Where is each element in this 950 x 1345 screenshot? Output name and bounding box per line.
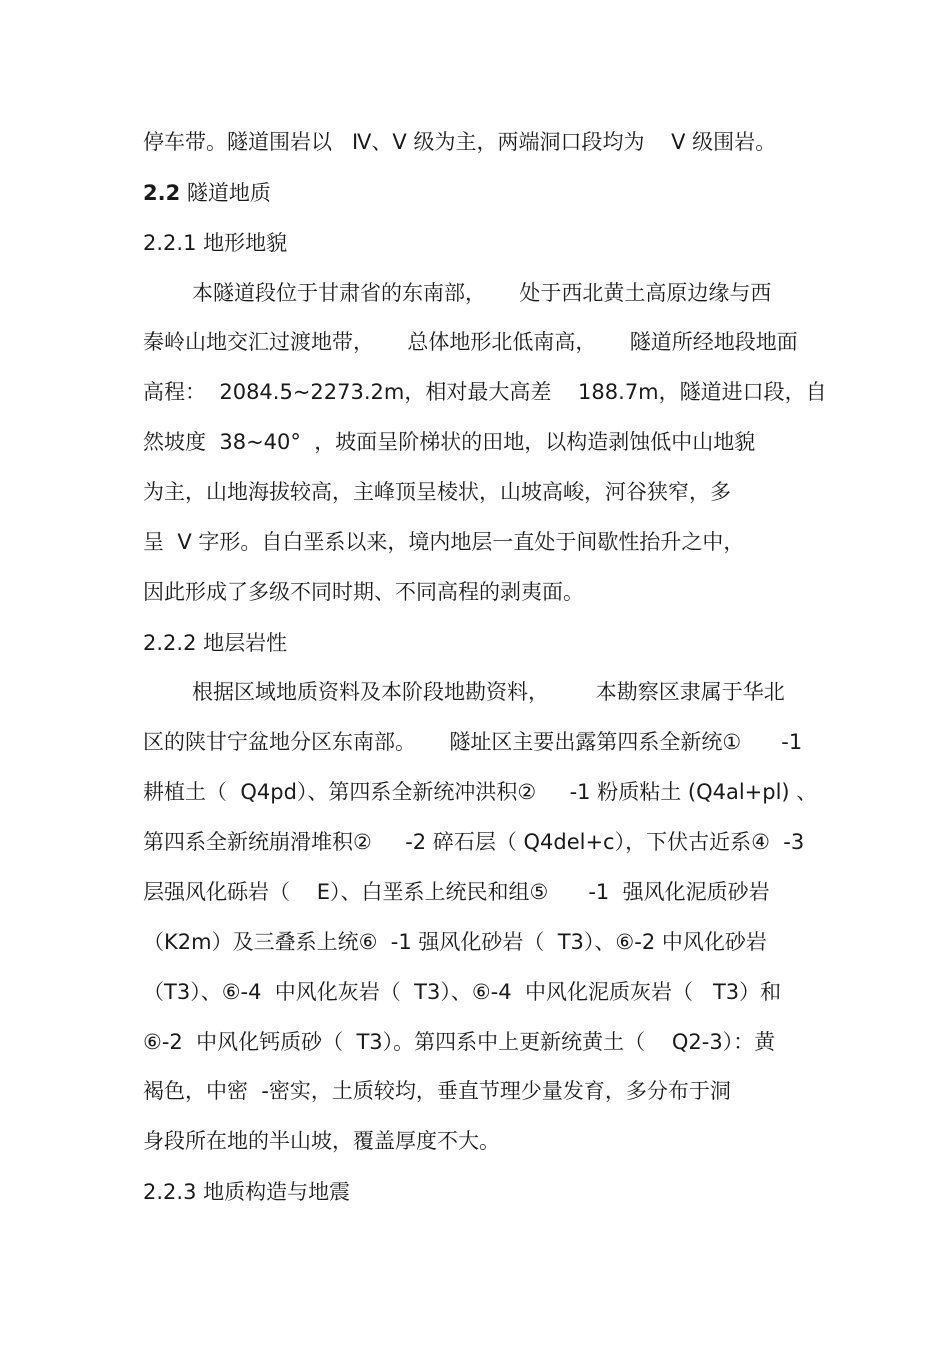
paragraph-line: 根据区域地质资料及本阶段地勘资料， 本勘察区隶属于华北 xyxy=(192,680,785,704)
text-line: 停车带。隧道围岩以 Ⅳ、Ⅴ 级为主，两端洞口段均为 Ⅴ 级围岩。 xyxy=(143,130,777,154)
section-heading-2-2-2: 2.2.2 地层岩性 xyxy=(143,631,288,655)
section-heading-2-2-3: 2.2.3 地质构造与地震 xyxy=(143,1180,351,1204)
paragraph-line: 第四系全新统崩滑堆积② -2 碎石层（ Q4del+c），下伏古近系④ -3 xyxy=(143,830,805,854)
section-number: 2.2 xyxy=(143,181,181,205)
section-title: 隧道地质 xyxy=(180,181,271,205)
paragraph-line: 因此形成了多级不同时期、不同高程的剥夷面。 xyxy=(143,580,584,604)
paragraph-line: 层强风化砾岩（ E）、白垩系上统民和组⑤ -1 强风化泥质砂岩 xyxy=(143,880,770,904)
paragraph-line: 褐色，中密 -密实，土质较均，垂直节理少量发育，多分布于洞 xyxy=(143,1079,731,1103)
paragraph-line: 高程： 2084.5~2273.2m，相对最大高差 188.7m，隧道进口段，自 xyxy=(143,380,827,404)
paragraph-line: （T3）、⑥-4 中风化灰岩（ T3）、⑥-4 中风化泥质灰岩（ T3）和 xyxy=(143,980,782,1004)
paragraph-line: 耕植土（ Q4pd）、第四系全新统冲洪积② -1 粉质粘土 (Q4al+pl) 、 xyxy=(143,780,818,804)
section-heading-2-2 xyxy=(143,179,271,207)
paragraph-line: 身段所在地的半山坡，覆盖厚度不大。 xyxy=(143,1129,500,1153)
paragraph-line: 为主，山地海拔较高，主峰顶呈棱状，山坡高峻，河谷狭窄，多 xyxy=(143,480,731,504)
paragraph-line: 本隧道段位于甘肃省的东南部， 处于西北黄土高原边缘与西 xyxy=(192,281,772,305)
section-heading-2-2-1: 2.2.1 地形地貌 xyxy=(143,231,288,255)
paragraph-line: ⑥-2 中风化钙质砂（ T3）。第四系中上更新统黄土（ Q2-3）：黄 xyxy=(143,1030,776,1054)
paragraph-line: 区的陕甘宁盆地分区东南部。 隧址区主要出露第四系全新统① -1 xyxy=(143,730,803,754)
paragraph-line: 然坡度 38~40° ，坡面呈阶梯状的田地，以构造剥蚀低中山地貌 xyxy=(143,430,756,454)
paragraph-line: 呈 V 字形。自白垩系以来，境内地层一直处于间歇性抬升之中， xyxy=(143,530,745,554)
paragraph-line: （K2m）及三叠系上统⑥ -1 强风化砂岩（ T3）、⑥-2 中风化砂岩 xyxy=(143,930,767,954)
paragraph-line: 秦岭山地交汇过渡地带， 总体地形北低南高， 隧道所经地段地面 xyxy=(143,330,798,354)
